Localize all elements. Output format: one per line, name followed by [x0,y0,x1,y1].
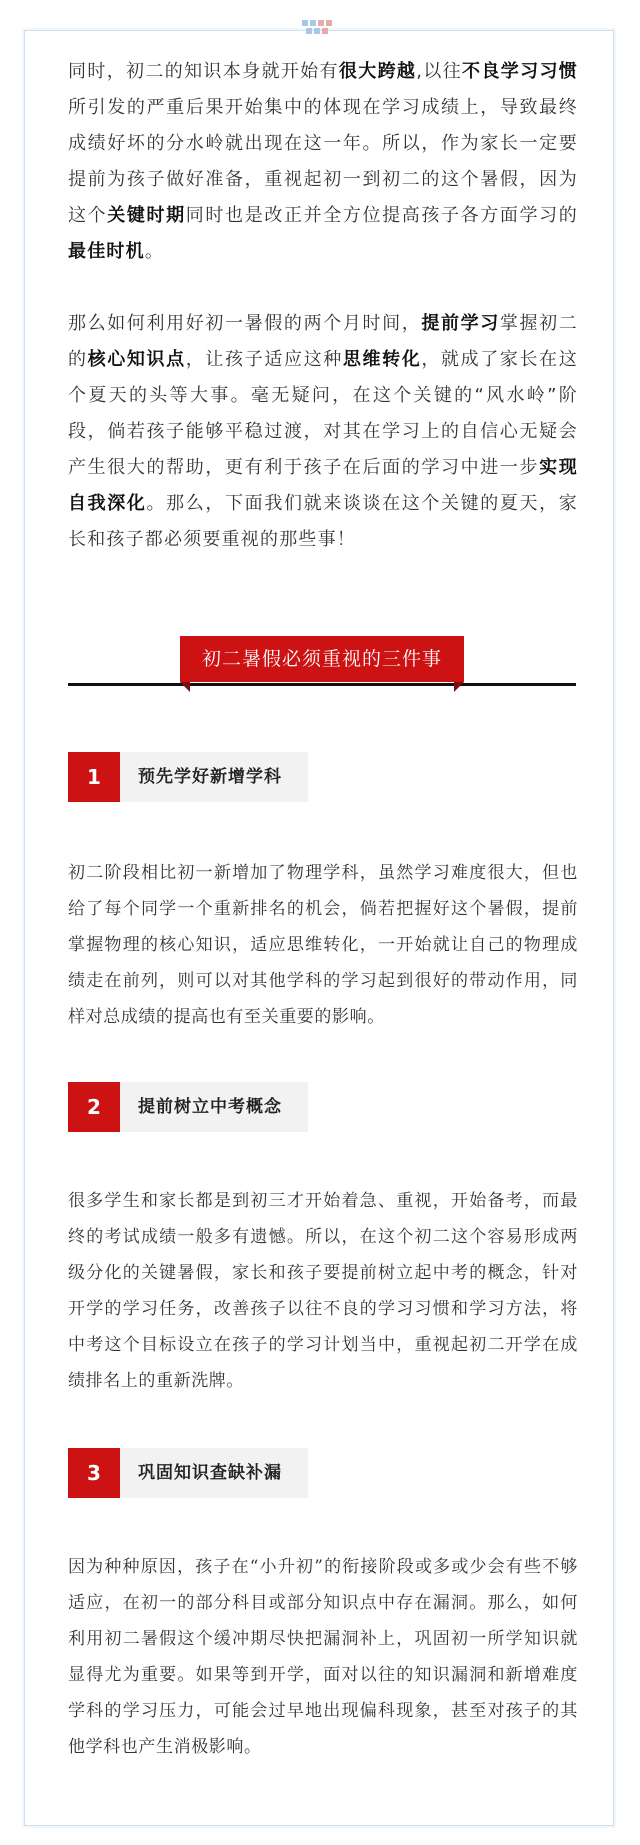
section-heading-3 [68,1448,308,1498]
emphasis-text: 思维转化 [342,349,422,370]
body-text: ,以往 [416,61,463,82]
banner-title: 初二暑假必须重视的三件事 [180,636,464,682]
section-title: 预先学好新增学科 [138,767,282,787]
body-text: 所引发的严重后果开始集中的体现在学习成绩上，导致最终成绩好坏的分水岭就出现在这一年。所以，作为家长一定要提前为孩子做好准备，重视起初一到初二的这个暑假，因为这个 [68,97,578,226]
body-text: 同时也是改正并全方位提高孩子各方面学习的 [185,205,578,226]
section-number: 3 [68,1448,120,1498]
banner-fold-left [180,682,190,692]
body-text: 。那么，下面我们就来谈谈在这个关键的夏天，家长和孩子都必须要重视的那些事！ [68,493,578,550]
body-text: 掌握初二的 [68,313,578,370]
body-text: ，让孩子适应这种 [185,349,343,370]
section-number: 1 [68,752,120,802]
banner-fold-right [454,682,464,692]
intro-paragraph-2 [68,306,578,558]
emphasis-text: 提前学习 [421,313,500,334]
section-title: 巩固知识查缺补漏 [138,1463,282,1483]
section-body-2: 很多学生和家长都是到初三才开始着急、重视，开始备考，而最终的考试成绩一般多有遗憾。所以，在这个初二这个容易形成两级分化的关键暑假，家长和孩子要提前树立起中考的概念，针对开学的学习任务，改善孩子以往不良的学习习惯和学习方法，将中考这个目标设立在孩子的学习计划当中，重视起初二开学在成绩排名上的重新洗牌。 [68,1191,578,1391]
emphasis-text: 不良学习习惯 [462,61,578,82]
section-body-3: 因为种种原因，孩子在“小升初”的衔接阶段或多或少会有些不够适应，在初一的部分科目或部分知识点中存在漏洞。那么，如何利用初二暑假这个缓冲期尽快把漏洞补上，巩固初一所学知识就显得尤为重要。如果等到开学，面对以往的知识漏洞和新增难度学科的学习压力，可能会过早地出现偏科现象，甚至对孩子的其他学科也产生消极影响。 [68,1557,578,1757]
header-decoration [300,18,344,40]
emphasis-text: 关键时期 [107,205,186,226]
body-text: 同时，初二的知识本身就开始有 [68,61,339,82]
emphasis-text: 实现自我深化 [68,457,578,514]
body-text: 那么如何利用好初一暑假的两个月时间， [68,313,422,334]
section-body-1: 初二阶段相比初一新增加了物理学科，虽然学习难度很大，但也给了每个同学一个重新排名的机会，倘若把握好这个暑假，提前掌握物理的核心知识，适应思维转化，一开始就让自己的物理成绩走在前列，则可以对其他学科的学习起到很好的带动作用，同样对总成绩的提高也有至关重要的影响。 [68,863,578,1027]
emphasis-text: 核心知识点 [87,349,186,370]
section-heading-1 [68,752,308,802]
emphasis-text: 最佳时机 [68,241,145,262]
intro-content [68,54,578,558]
section-number: 2 [68,1082,120,1132]
intro-paragraph-1 [68,54,578,270]
section-heading-2 [68,1082,308,1132]
banner-rule [68,683,576,686]
body-text: 。 [144,241,165,262]
emphasis-text: 很大跨越 [338,61,417,82]
section-banner [68,636,576,688]
body-text: ，就成了家长在这个夏天的头等大事。毫无疑问，在这个关键的“风水岭”阶段，倘若孩子能够平稳过渡，对其在学习上的自信心无疑会产生很大的帮助，更有利于孩子在后面的学习中进一步 [68,349,578,478]
section-title: 提前树立中考概念 [138,1097,282,1117]
